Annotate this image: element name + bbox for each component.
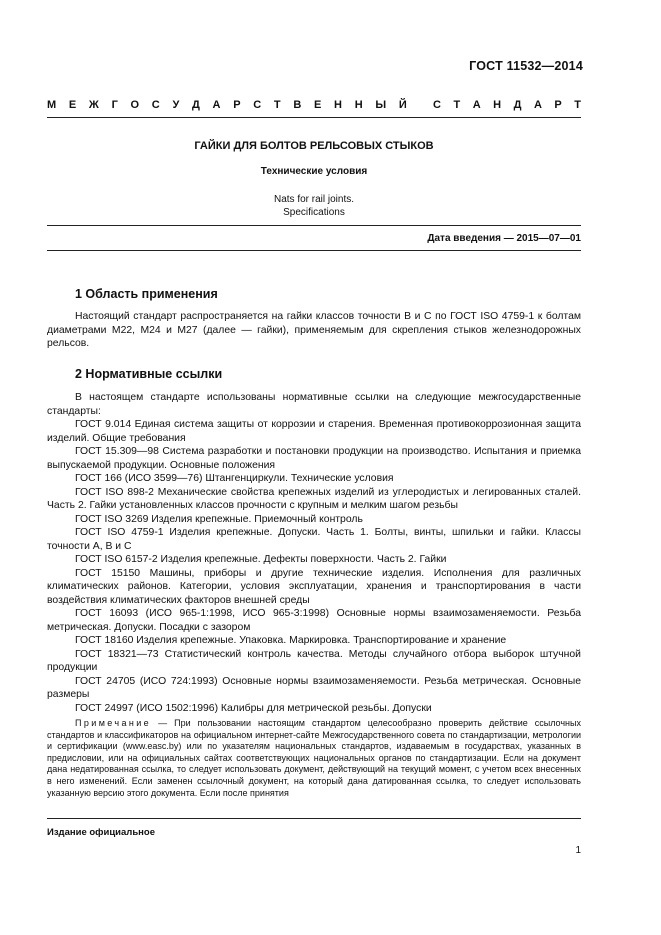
date-divider-bottom [47, 250, 581, 251]
edition-label: Издание официальное [47, 827, 155, 838]
banner-word-standard [433, 99, 581, 111]
banner-letter: Е [68, 99, 77, 111]
banner-letter: Т [574, 99, 581, 111]
banner-letter: Д [192, 99, 200, 111]
reference-entry: ГОСТ ISO 898-2 Механические свойства крепежных изделий из углеродистых и легированных сталей. Часть 2. Гайки установленных классов прочности с крупным и мелким шагом резьбы [47, 486, 581, 511]
reference-entry: ГОСТ 15150 Машины, приборы и другие технические изделия. Исполнения для различных климатических районов. Категории, условия эксплуатации, хранения и транспортирования в части воздействия климатических факторов внешней среды [47, 567, 581, 606]
banner-word-interstate [47, 99, 407, 111]
banner-letter: Ы [375, 99, 387, 111]
reference-entry: ГОСТ 24997 (ИСО 1502:1996) Калибры для метрической резьбы. Допуски [75, 702, 432, 714]
note-paragraph [47, 718, 581, 799]
banner-letter: Д [513, 99, 522, 111]
banner-letter: Н [334, 99, 342, 111]
reference-entry: ГОСТ 16093 (ИСО 965-1:1998, ИСО 965-3:1998) Основные нормы взаимозаменяемости. Резьба метрическая. Допуски. Посадки с зазором [47, 608, 581, 633]
english-title [47, 193, 581, 219]
banner-letter: А [472, 99, 481, 111]
reference-entry: ГОСТ 18160 Изделия крепежные. Упаковка. Маркировка. Транспортирование и хранение [75, 635, 507, 646]
banner-letter: О [130, 99, 140, 111]
reference-entry: ГОСТ 166 (ИСО 3599—76) Штангенциркули. Технические условия [75, 473, 394, 484]
banner-letter: Н [354, 99, 363, 111]
section2-intro-paragraph: В настоящем стандарте использованы нормативные ссылки на следующие межгосударственные стандарты: [47, 392, 581, 417]
banner-letter: Е [314, 99, 322, 111]
interstate-standard-banner [47, 99, 581, 111]
section1-paragraph: Настоящий стандарт распространяется на гайки классов точности В и С по ГОСТ ISO 4759-1 к болтам диаметрами М22, М24 и М27 (далее — гайки), применяемым для скрепления стыков железнодорожных рельсов. [47, 311, 581, 349]
document-subtitle: Технические условия [260, 166, 368, 177]
document-title: ГАЙКИ ДЛЯ БОЛТОВ РЕЛЬСОВЫХ СТЫКОВ [194, 140, 434, 152]
section1-body [47, 310, 581, 351]
reference-entry: ГОСТ 15.309—98 Система разработки и постановки продукции на производство. Испытания и приемка выпускаемой продукции. Основные положения [47, 446, 581, 471]
reference-entry: ГОСТ 24705 (ИСО 724:1993) Основные нормы взаимозаменяемости. Резьба метрическая. Основные размеры [47, 675, 581, 700]
banner-letter: Г [111, 99, 118, 111]
banner-letter: С [151, 99, 160, 111]
banner-letter: Т [273, 99, 281, 111]
banner-letter: Р [554, 99, 562, 111]
note-text: — При пользовании настоящим стандартом целесообразно проверить действие ссылочных стандартов и классификаторов на официальном интернет-сайте Межгосударственного совета по стандартизации, метрологии и сертификации (www.easc.by) или по указателям национальных стандартов, издаваемым в государствах, указанных в предисловии, или на официальных сайтах соответствующих национальных органов по стандартизации. Если на документ дана недатированная ссылка, то следует использовать документ, действующий на текущий момент, с учетом всех внесенных в него изменений. Если заменен ссылочный документ, на который дана датированная ссылка, то следует использовать указанную версию этого документа. Если после принятия [47, 718, 581, 798]
note-label: Примечание [75, 718, 152, 728]
banner-letter: Р [233, 99, 241, 111]
banner-letter: У [172, 99, 180, 111]
date-divider [47, 225, 581, 226]
footer-divider [47, 818, 581, 819]
section2-heading: 2 Нормативные ссылки [75, 367, 223, 381]
banner-letter: М [47, 99, 57, 111]
section2-body [47, 391, 581, 715]
section1-heading: 1 Область применения [75, 287, 218, 301]
reference-entry: ГОСТ ISO 3269 Изделия крепежные. Приемочный контроль [75, 513, 363, 525]
banner-letter: Й [398, 99, 407, 111]
reference-entry: ГОСТ ISO 4759-1 Изделия крепежные. Допуски. Часть 1. Болты, винты, шпильки и гайки. Классы точности А, В и С [47, 527, 581, 552]
english-title-line2: Specifications [283, 207, 345, 218]
banner-letter: Н [493, 99, 502, 111]
banner-letter: С [253, 99, 262, 111]
banner-letter: Ж [88, 99, 99, 111]
introduction-date: Дата введения — 2015—07—01 [427, 233, 581, 244]
banner-letter: А [533, 99, 542, 111]
reference-entry: ГОСТ 9.014 Единая система защиты от коррозии и старения. Временная противокоррозионная защита изделий. Общие требования [47, 419, 581, 444]
page-number: 1 [575, 845, 581, 856]
reference-entry: ГОСТ 18321—73 Статистический контроль качества. Методы случайного отбора выборок штучной продукции [47, 648, 581, 673]
banner-letter: В [293, 99, 302, 111]
banner-letter: Т [453, 99, 461, 111]
top-divider [47, 117, 581, 118]
reference-entry: ГОСТ ISO 6157-2 Изделия крепежные. Дефекты поверхности. Часть 2. Гайки [75, 554, 447, 565]
banner-letter: А [212, 99, 221, 111]
english-title-line1: Nats for rail joints. [273, 194, 355, 205]
standard-code: ГОСТ 11532—2014 [469, 59, 583, 73]
banner-letter: С [433, 99, 441, 111]
